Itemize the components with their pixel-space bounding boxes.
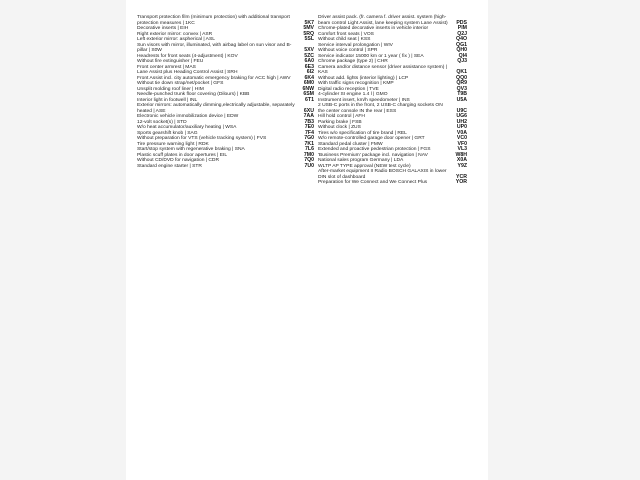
equipment-code: V0A — [456, 129, 467, 136]
equipment-code: VL3 — [457, 146, 467, 152]
equipment-code: QQ0 — [456, 74, 467, 81]
equipment-code: U5A — [456, 96, 467, 103]
equipment-description: Unsplit molding roof liner | HIM — [137, 86, 204, 92]
equipment-description: Tire pressure warning light | RDK — [137, 141, 209, 147]
equipment-description: 2 USB-C ports in the front, 2 USB-C charging sockets ON the center console IN the rear | ESS — [318, 103, 443, 114]
equipment-description: Without child seat | KSS — [318, 37, 371, 42]
equipment-code: 7B3 — [304, 118, 314, 125]
equipment-description: Transport protection film (minimum protection) with additional transport protection measures | 1KC — [137, 15, 290, 26]
equipment-row — [318, 65, 467, 76]
equipment-row — [137, 164, 314, 170]
equipment-code: 6T1 — [305, 96, 314, 103]
equipment-row — [137, 103, 314, 114]
equipment-description: After-market equipment II Radio BOSCH GALAXIS in lower DIN slot of dashboard — [318, 169, 447, 180]
equipment-code: W8H — [455, 151, 467, 158]
equipment-code: U9C — [456, 107, 467, 114]
equipment-description: Chrome-plated decorative inserts in vehicle interior — [318, 26, 429, 31]
equipment-code: PDS — [456, 19, 467, 26]
equipment-code: QV3 — [456, 85, 467, 92]
equipment-description: Headrests for front seats (4-adjustment) | KOV — [137, 53, 238, 59]
equipment-description: 4-cylinder SI engine 1.4 l | GMO — [318, 92, 388, 97]
equipment-description: Camera and/or distance sensor (driver assistance system) | KAS — [318, 64, 448, 75]
equipment-code: QH0 — [456, 47, 467, 53]
equipment-description: With traffic signs recognition | KMP — [318, 81, 394, 86]
equipment-description: Hill hold control | AFH — [318, 114, 365, 119]
equipment-code: 6NW — [302, 85, 314, 92]
equipment-code: UH2 — [456, 118, 467, 125]
equipment-description: Chrome package (type 2) | CHR — [318, 59, 388, 64]
equipment-description: Without preparation for VTS (vehicle tracking system) | FVS — [137, 136, 267, 141]
equipment-code: QI4 — [458, 52, 467, 59]
equipment-code: T9B — [457, 91, 467, 97]
equipment-code: VF0 — [457, 140, 467, 147]
equipment-code: 6E3 — [304, 63, 314, 70]
equipment-description: Needle-punched trunk floor covering (Dilours) | KBB — [137, 92, 250, 97]
equipment-row — [318, 169, 467, 180]
equipment-code: 5XV — [304, 47, 314, 53]
equipment-code: PIM — [457, 25, 467, 31]
equipment-code: 5MV — [303, 25, 314, 31]
equipment-code: UP0 — [456, 124, 467, 130]
equipment-code: 5RQ — [303, 30, 314, 37]
equipment-description: Without fire extinguisher | FEU — [137, 59, 204, 64]
equipment-code: 7M0 — [303, 151, 314, 158]
equipment-description: Lane Assist plus Heading Control Assist | SRH — [137, 70, 238, 75]
equipment-description: W/o heat accumulator/auxiliary heating | WSA — [137, 125, 237, 130]
equipment-description: Plastic scuff plates in door apertures | EIL — [137, 152, 228, 158]
equipment-description: Standard engine starter | STR — [137, 163, 202, 169]
equipment-code: VC0 — [456, 135, 467, 141]
equipment-code: 6M0 — [303, 80, 314, 86]
equipment-code: Q4O — [456, 36, 467, 42]
equipment-description: Sports gearshift knob | SAG — [137, 130, 198, 136]
equipment-description: W/o remote-controlled garage door opener | GRT — [318, 136, 425, 141]
equipment-description: Preparation for We Connect and We Connect Plus — [318, 180, 428, 185]
equipment-code: 7E0 — [304, 124, 314, 130]
equipment-code: Q2J — [457, 30, 467, 37]
equipment-description: Without clock | ZUS — [318, 125, 361, 130]
equipment-code: 5ZC — [304, 52, 314, 59]
equipment-list-left — [137, 15, 314, 169]
equipment-code: UG6 — [456, 113, 467, 119]
equipment-description: Exterior mirrors: automatically dimming,electrically adjustable, separately heated | ASE — [137, 103, 295, 114]
equipment-description: Without CD/DVD for navigation | CDR — [137, 158, 219, 163]
equipment-description: Sun visors with mirror, illuminated, with airbag label on sun visor and B-pillar | S0W — [137, 42, 292, 53]
equipment-code: 7L6 — [305, 146, 314, 152]
equipment-description: WLTP AP TYPE approval (NEW test cycle) — [318, 163, 411, 169]
equipment-code: 7F4 — [305, 129, 314, 136]
equipment-description: 'Business Premium' package incl. navigation | NAV — [318, 152, 428, 158]
equipment-code: 7AA — [303, 113, 314, 119]
equipment-description: Extended and proactive pedestrian protection | FGS — [318, 147, 431, 152]
equipment-description: Parking brake | FSB — [318, 119, 362, 125]
equipment-code: QG1 — [456, 41, 467, 48]
equipment-description: Decorative inserts | EIH — [137, 26, 189, 31]
equipment-code: YOR — [455, 179, 467, 185]
equipment-code: 5K7 — [304, 19, 314, 26]
equipment-description: Service indicator 15000 km or 1 year ( fix ) | SEA — [318, 53, 424, 59]
equipment-description: Driver assist pack. (fr. camera f. driver assist. system (high-beam control Light Assist, lane keeping system Lane Assist) — [318, 15, 448, 26]
equipment-description: Without add. lights (interior lighting) | LCP — [318, 75, 409, 81]
equipment-description: Left exterior mirror: aspherical | ASL — [137, 37, 215, 42]
equipment-row — [318, 103, 467, 114]
equipment-list-right — [318, 15, 467, 186]
equipment-description: Front Assist incl. city automatic emergency braking for ACC high | AWV — [137, 75, 291, 81]
equipment-code: 6A0 — [304, 58, 314, 64]
equipment-description: Front center armrest | MAS — [137, 64, 196, 70]
equipment-description: Comfort front seats | VOS — [318, 31, 374, 37]
equipment-code: 6K4 — [304, 74, 314, 81]
equipment-description: Right exterior mirror: convex | ASR — [137, 31, 213, 37]
equipment-code: 7U0 — [304, 162, 314, 169]
equipment-code: 6SM — [303, 91, 314, 97]
equipment-code: 6XU — [303, 107, 314, 114]
equipment-code: QR9 — [456, 80, 467, 86]
equipment-description: Service interval prolongation | WIV — [318, 42, 393, 48]
equipment-description: Interior light in footwell | INL — [137, 97, 198, 103]
equipment-code: Y9Z — [457, 162, 467, 169]
equipment-row — [318, 15, 467, 26]
equipment-description: Tires w/o specification of tire brand | REL — [318, 130, 407, 136]
equipment-code: QK1 — [456, 69, 467, 75]
equipment-code: 7K1 — [304, 140, 314, 147]
equipment-code: QJ3 — [457, 58, 467, 64]
equipment-code: YCR — [456, 173, 467, 180]
equipment-code: X0A — [456, 157, 467, 163]
equipment-code: 6I2 — [306, 69, 314, 75]
equipment-description: National sales program Germany | LDA — [318, 158, 404, 163]
equipment-description: Without tie down strap/net/pocket | GFS — [137, 81, 224, 86]
equipment-row — [318, 180, 467, 186]
equipment-description: Without voice control | SPR — [318, 48, 378, 53]
equipment-row — [137, 43, 314, 54]
equipment-row — [137, 15, 314, 26]
equipment-description: Start/stop system with regenerative braking | SNA — [137, 147, 245, 152]
equipment-description: Digital radio reception | TVE — [318, 86, 379, 92]
equipment-code: 7G0 — [304, 135, 314, 141]
equipment-description: Electronic vehicle immobilization device | EDW — [137, 114, 239, 119]
equipment-code: 5SL — [304, 36, 314, 42]
equipment-code: 7Q0 — [304, 157, 314, 163]
equipment-description: Standard pedal cluster | FMW — [318, 141, 383, 147]
equipment-description: Instrument insert, km/h speedometer | INS — [318, 97, 410, 103]
equipment-description: 12-volt socket(s) | STD — [137, 119, 187, 125]
